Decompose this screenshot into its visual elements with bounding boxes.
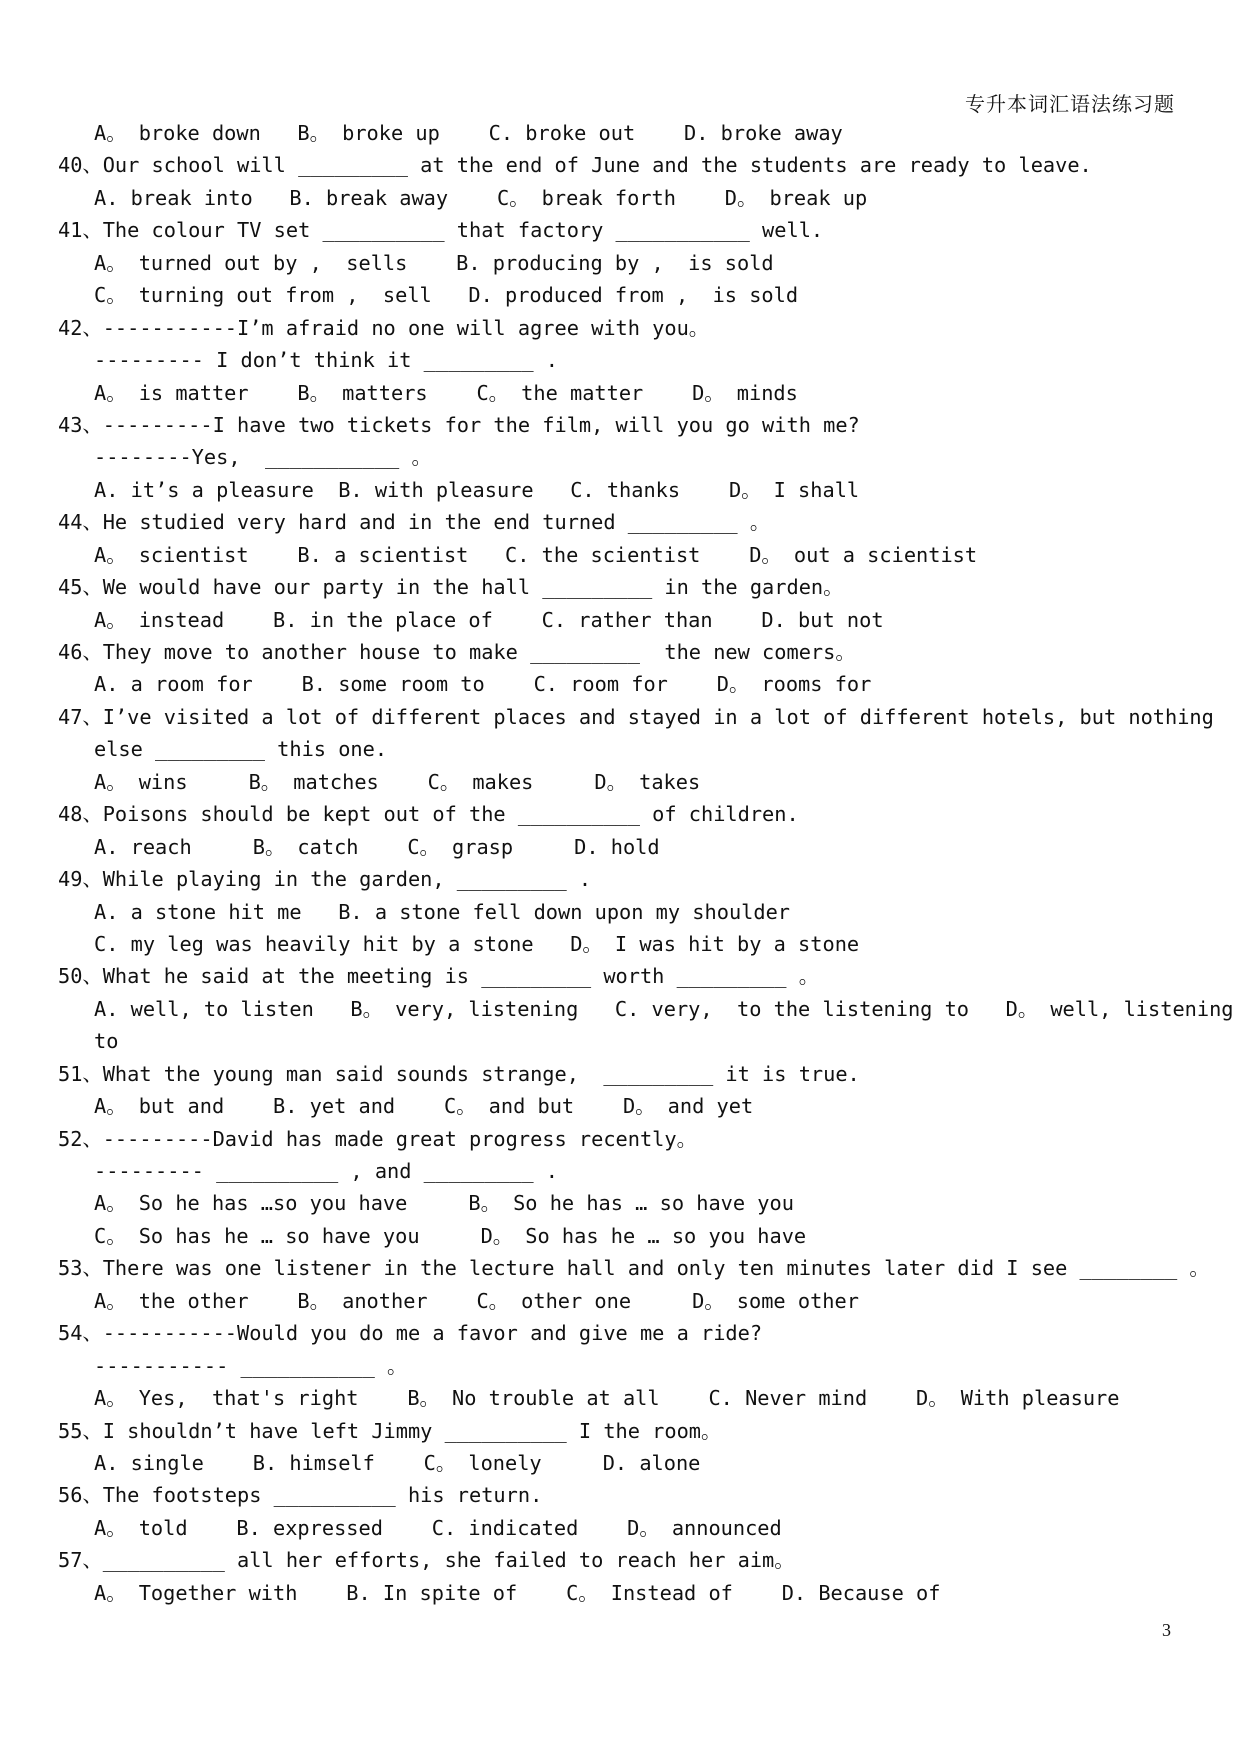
option-line: A。 told B. expressed C. indicated D。 announced (94, 1515, 782, 1540)
option-line: A. a room for B. some room to C. room for D。 rooms for (94, 672, 872, 697)
option-line: to (94, 1029, 119, 1054)
option-line: A. it’s a pleasure B. with pleasure C. thanks D。 I shall (94, 477, 860, 502)
question-line: 48、Poisons should be kept out of the __________ of children. (58, 802, 799, 827)
option-line: A. single B. himself C。 lonely D. alone (94, 1450, 701, 1475)
question-line: 50、What he said at the meeting is _________ worth _________ 。 (58, 964, 819, 989)
question-line: 52、---------David has made great progress recently。 (58, 1126, 697, 1151)
option-line: A。 broke down B。 broke up C. broke out D. broke away (94, 121, 843, 145)
question-line: 42、-----------I’m afraid no one will agree with you。 (58, 315, 710, 340)
option-line: A. break into B. break away C。 break forth D。 break up (94, 185, 868, 210)
question-line: 49、While playing in the garden, _________ . (58, 867, 592, 892)
question-line: 47、I’ve visited a lot of different places and stayed in a lot of different hotels, but nothing (58, 704, 1214, 729)
option-line: A。 turned out by , sells B. producing by , is sold (94, 250, 774, 275)
page-number: 3 (1162, 1620, 1171, 1640)
question-line: 56、The footsteps __________ his return. (58, 1483, 543, 1508)
option-line: C。 So has he … so have you D。 So has he … so you have (94, 1223, 807, 1248)
option-line: A. a stone hit me B. a stone fell down upon my shoulder (94, 899, 790, 924)
option-line: A。 So he has …so you have B。 So he has … so have you (94, 1191, 794, 1216)
option-line: A。 scientist B. a scientist C. the scientist D。 out a scientist (94, 542, 978, 567)
option-line: C。 turning out from , sell D. produced from , is sold (94, 283, 799, 308)
question-list (0, 117, 1241, 1609)
question-line: 46、They move to another house to make _________ the new comers。 (58, 640, 856, 664)
question-line: 41、The colour TV set __________ that factory ___________ well. (58, 218, 824, 243)
option-line: else _________ this one. (94, 737, 388, 762)
option-line: --------Yes, ___________ 。 (94, 445, 432, 470)
question-line: 45、We would have our party in the hall _________ in the garden。 (58, 575, 844, 600)
option-line: --------- I don’t think it _________ . (94, 348, 558, 373)
option-line: A。 instead B. in the place of C. rather than D. but not (94, 607, 884, 632)
question-line: 55、I shouldn’t have left Jimmy __________ I the room。 (58, 1418, 722, 1443)
option-line: ----------- ___________ 。 (94, 1353, 408, 1378)
option-line: A。 Together with B. In spite of C。 Instead of D. Because of (94, 1580, 941, 1605)
question-line: 51、What the young man said sounds strange, _________ it is true. (58, 1061, 860, 1086)
option-line: A. well, to listen B。 very, listening C. very, to the listening to D。 well, listening (94, 996, 1234, 1021)
option-line: --------- __________ , and _________ . (94, 1159, 558, 1183)
option-line: A。 but and B. yet and C。 and but D。 and yet (94, 1094, 754, 1119)
option-line: C. my leg was heavily hit by a stone D。 I was hit by a stone (94, 931, 860, 956)
question-line: 57、__________ all her efforts, she failed to reach her aim。 (58, 1548, 795, 1573)
question-line: 40、Our school will _________ at the end of June and the students are ready to leave. (58, 153, 1092, 178)
option-line: A. reach B。 catch C。 grasp D. hold (94, 834, 660, 859)
question-line: 43、---------I have two tickets for the film, will you go with me? (58, 412, 860, 437)
option-line: A。 is matter B。 matters C。 the matter D。 minds (94, 380, 798, 405)
page-header: 专升本词汇语法练习题 (965, 92, 1175, 116)
question-line: 53、There was one listener in the lecture hall and only ten minutes later did I see ________ 。 (58, 1256, 1210, 1281)
option-line: A。 Yes, that's right B。 No trouble at all C. Never mind D。 With pleasure (94, 1386, 1120, 1411)
option-line: A。 wins B。 matches C。 makes D。 takes (94, 769, 701, 794)
question-line: 54、-----------Would you do me a favor and give me a ride? (58, 1321, 763, 1346)
option-line: A。 the other B。 another C。 other one D。 some other (94, 1288, 859, 1313)
question-line: 44、He studied very hard and in the end turned _________ 。 (58, 510, 771, 535)
